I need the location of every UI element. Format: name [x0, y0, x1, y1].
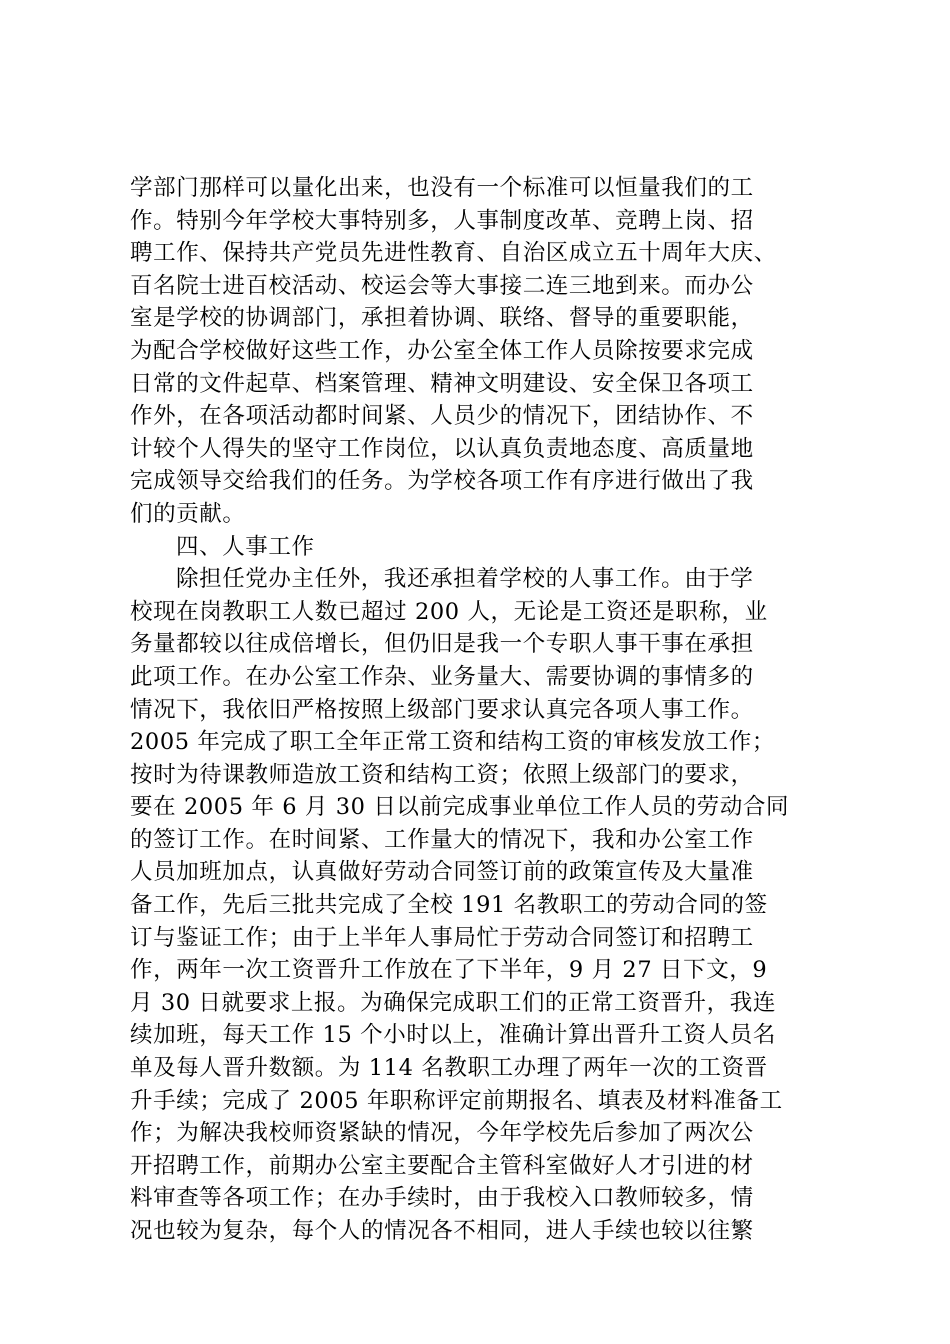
text-line: 月 30 日就要求上报。为确保完成职工们的正常工资晋升，我连 [130, 989, 776, 1016]
document-body [130, 172, 850, 1248]
text-line: 此项工作。在办公室工作杂、业务量大、需要协调的事情多的 [130, 663, 754, 690]
text-line: 们的贡献。 [130, 500, 246, 527]
text-line: 室是学校的协调部门，承担着协调、联络、督导的重要职能， [130, 305, 754, 332]
text-line: 四、人事工作 [176, 533, 315, 560]
text-line: 百名院士进百校活动、校运会等大事接二连三地到来。而办公 [130, 272, 754, 299]
text-line: 续加班，每天工作 15 个小时以上，准确计算出晋升工资人员名 [130, 1022, 776, 1049]
text-line: 学部门那样可以量化出来，也没有一个标准可以恒量我们的工 [130, 175, 754, 201]
text-line: 计较个人得失的坚守工作岗位，以认真负责地态度、高质量地 [130, 435, 754, 462]
text-line: 作。特别今年学校大事特别多，人事制度改革、竞聘上岗、招 [130, 207, 754, 234]
text-line: 为配合学校做好这些工作，办公室全体工作人员除按要求完成 [130, 337, 754, 364]
text-line: 完成领导交给我们的任务。为学校各项工作有序进行做出了我 [130, 468, 754, 495]
text-line: 情况下，我依旧严格按照上级部门要求认真完各项人事工作。 [130, 696, 754, 723]
text-line: 2005 年完成了职工全年正常工资和结构工资的审核发放工作； [130, 729, 775, 756]
text-line: 开招聘工作，前期办公室主要配合主管科室做好人才引进的材 [130, 1152, 754, 1179]
text-line: 订与鉴证工作；由于上半年人事局忙于劳动合同签订和招聘工 [130, 924, 754, 951]
text-line: 升手续；完成了 2005 年职称评定前期报名、填表及材料准备工 [130, 1087, 783, 1114]
text-line: 人员加班加点，认真做好劳动合同签订前的政策宣传及大量准 [130, 859, 754, 886]
text-line: 单及每人晋升数额。为 114 名教职工办理了两年一次的工资晋 [130, 1055, 768, 1082]
text-line: 务量都较以往成倍增长，但仍旧是我一个专职人事干事在承担 [130, 631, 754, 658]
text-line: 聘工作、保持共产党员先进性教育、自治区成立五十周年大庆、 [130, 240, 777, 267]
text-line: 况也较为复杂，每个人的情况各不相同，进人手续也较以往繁 [130, 1218, 754, 1244]
text-line: 备工作，先后三批共完成了全校 191 名教职工的劳动合同的签 [130, 892, 768, 919]
text-line: 作；为解决我校师资紧缺的情况，今年学校先后参加了两次公 [130, 1120, 754, 1147]
text-line: 作，两年一次工资晋升工作放在了下半年，9 月 27 日下文，9 [130, 957, 768, 984]
text-line: 除担任党办主任外，我还承担着学校的人事工作。由于学 [176, 566, 754, 593]
text-line: 作外，在各项活动都时间紧、人员少的情况下，团结协作、不 [130, 403, 754, 430]
text-line: 要在 2005 年 6 月 30 日以前完成事业单位工作人员的劳动合同 [130, 794, 790, 821]
text-line: 校现在岗教职工人数已超过 200 人，无论是工资还是职称，业 [130, 598, 768, 625]
text-line: 日常的文件起草、档案管理、精神文明建设、安全保卫各项工 [130, 370, 754, 397]
text-line: 料审查等各项工作；在办手续时，由于我校入口教师较多，情 [130, 1185, 754, 1212]
text-line: 的签订工作。在时间紧、工作量大的情况下，我和办公室工作 [130, 826, 754, 853]
text-line: 按时为待课教师造放工资和结构工资；依照上级部门的要求， [130, 761, 754, 788]
